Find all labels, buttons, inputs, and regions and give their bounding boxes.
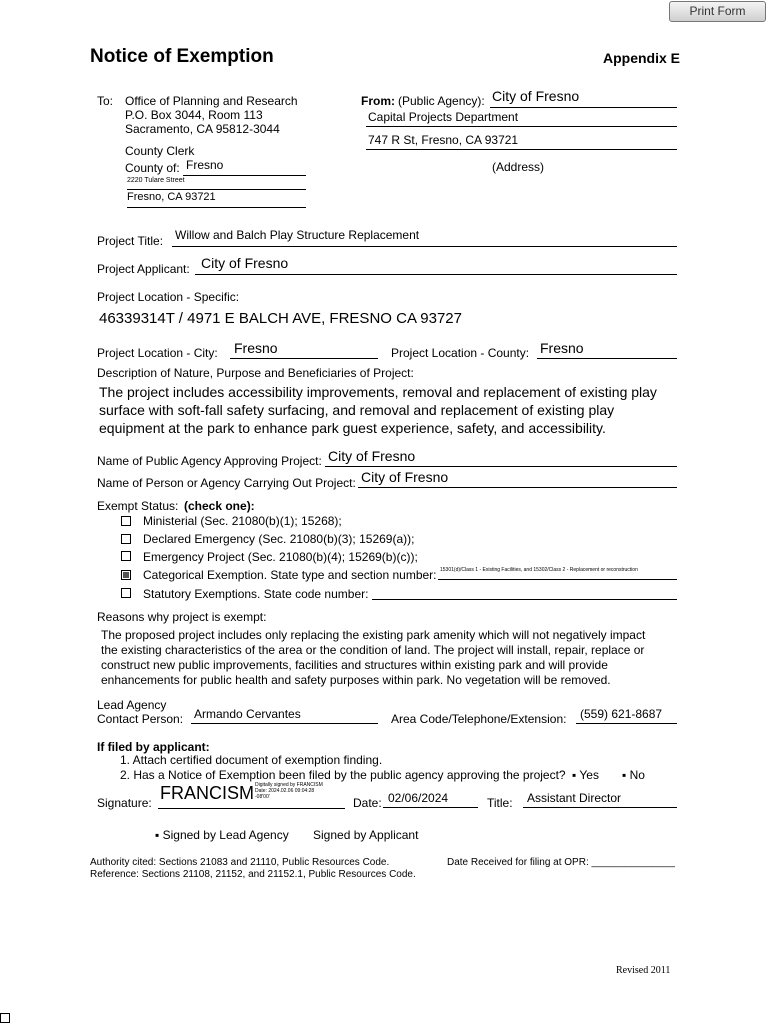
revised-label: Revised 2011 [616, 965, 671, 976]
project-applicant-field[interactable] [195, 255, 677, 275]
location-city-field[interactable] [230, 340, 378, 359]
phone-field[interactable] [576, 706, 677, 724]
date-field[interactable] [383, 790, 478, 808]
location-county-label: Project Location - County: [391, 346, 530, 360]
project-title-field[interactable] [172, 227, 677, 247]
county-street-value: 2220 Tulare Street [127, 177, 185, 184]
reasons-line-1[interactable]: The proposed project includes only replacing the existing park amenity which will not negatively impact [101, 628, 646, 642]
emergency-project-checkbox[interactable] [121, 551, 131, 561]
county-of-label: County of: [125, 161, 180, 175]
if-filed-item-1: 1. Attach certified document of exemption finding. [120, 753, 383, 767]
title-label: Title: [487, 796, 513, 810]
from-department-field[interactable] [366, 109, 677, 127]
authority-cited: Authority cited: Sections 21083 and 21110, Public Resources Code. [90, 857, 390, 868]
address-label: (Address) [492, 160, 545, 174]
exempt-status-label: Exempt Status: [97, 499, 179, 513]
carrying-out-field[interactable] [358, 469, 677, 488]
declared-emergency-checkbox[interactable] [121, 534, 131, 544]
date-value: 02/06/2024 [388, 791, 449, 805]
declared-emergency-label: Declared Emergency (Sec. 21080(b)(3); 15269(a)); [143, 532, 415, 546]
approving-agency-value: City of Fresno [328, 448, 416, 464]
from-department-value: Capital Projects Department [368, 110, 519, 124]
description-line-3[interactable]: equipment at the park to enhance park guest experience, safety, and accessibility. [99, 420, 606, 436]
location-city-label: Project Location - City: [97, 346, 218, 360]
approving-agency-field[interactable] [325, 448, 677, 467]
from-label: From: [361, 94, 395, 108]
location-city-value: Fresno [234, 340, 278, 356]
signature-name: FRANCISM [160, 783, 254, 803]
print-form-button[interactable]: Print Form [669, 1, 766, 22]
project-title-label: Project Title: [97, 234, 164, 248]
project-applicant-label: Project Applicant: [97, 262, 190, 276]
statutory-exemption-label: Statutory Exemptions. State code number: [143, 587, 369, 601]
location-specific-label: Project Location - Specific: [97, 290, 240, 304]
from-address-value: 747 R St, Fresno, CA 93721 [368, 133, 519, 147]
statutory-exemption-field[interactable] [372, 586, 677, 600]
from-agency-label: (Public Agency): [398, 94, 485, 108]
title-field[interactable] [523, 790, 677, 808]
location-county-value: Fresno [540, 340, 584, 356]
categorical-exemption-field[interactable] [438, 565, 677, 580]
date-label: Date: [353, 796, 382, 810]
approving-agency-label: Name of Public Agency Approving Project: [97, 454, 322, 468]
county-city-value: Fresno, CA 93721 [127, 191, 216, 203]
to-label: To: [97, 94, 114, 108]
signed-by-lead-agency-option[interactable]: ▪ Signed by Lead Agency [155, 828, 289, 842]
ministerial-checkbox[interactable] [121, 516, 131, 526]
date-received-opr: Date Received for filing at OPR: _______________ [447, 857, 675, 868]
county-clerk-label: County Clerk [125, 144, 195, 158]
county-of-field[interactable] [183, 158, 306, 176]
if-filed-item-2: 2. Has a Notice of Exemption been filed by the public agency approving the project? [120, 768, 566, 782]
yes-option[interactable]: ▪ Yes [572, 768, 599, 782]
signature-label: Signature: [97, 796, 152, 810]
digital-signature-info: Digitally signed by FRANCISM Date: 2024.02.06 09:04:28 -08'00' [255, 782, 323, 800]
corner-marker [0, 1013, 10, 1023]
location-specific-value[interactable]: 46339314T / 4971 E BALCH AVE, FRESNO CA 93727 [99, 310, 462, 327]
county-of-value: Fresno [186, 158, 224, 172]
description-label: Description of Nature, Purpose and Beneficiaries of Project: [97, 366, 414, 380]
description-line-1[interactable]: The project includes accessibility improvements, removal and replacement of existing play [99, 384, 657, 400]
appendix-label: Appendix E [603, 50, 681, 66]
contact-person-field[interactable] [191, 706, 378, 724]
if-filed-heading: If filed by applicant: [97, 740, 210, 754]
exempt-status-instruction: (check one): [184, 499, 255, 513]
to-line-2: P.O. Box 3044, Room 113 [125, 108, 263, 122]
ministerial-label: Ministerial (Sec. 21080(b)(1); 15268); [143, 514, 342, 528]
county-city-field[interactable] [127, 191, 306, 208]
title-value: Assistant Director [527, 791, 622, 805]
contact-person-value: Armando Cervantes [194, 707, 301, 721]
page-title: Notice of Exemption [90, 46, 274, 67]
categorical-exemption-label: Categorical Exemption. State type and section number: [143, 568, 437, 582]
carrying-out-value: City of Fresno [361, 469, 449, 485]
reasons-label: Reasons why project is exempt: [97, 610, 267, 624]
carrying-out-label: Name of Person or Agency Carrying Out Project: [97, 476, 356, 490]
signed-by-applicant-option[interactable]: Signed by Applicant [313, 828, 419, 842]
statutory-exemption-checkbox[interactable] [121, 588, 131, 598]
from-agency-field[interactable] [490, 88, 677, 108]
emergency-project-label: Emergency Project (Sec. 21080(b)(4); 15269(b)(c)); [143, 550, 418, 564]
project-applicant-value: City of Fresno [201, 255, 289, 271]
no-option[interactable]: ▪ No [622, 768, 645, 782]
description-line-2[interactable]: surface with soft-fall safety surfacing, and removal and replacement of existing play [99, 402, 615, 418]
reasons-line-3[interactable]: construct new public improvements, facilities and structures within existing park and will provide [101, 658, 608, 672]
project-title-value: Willow and Balch Play Structure Replacement [175, 228, 420, 242]
reasons-line-2[interactable]: the existing characteristics of the area or the condition of land. The project will install, repair, replace or [101, 643, 645, 657]
county-street-field[interactable] [127, 176, 306, 190]
categorical-exemption-checkbox[interactable] [121, 570, 131, 580]
phone-label: Area Code/Telephone/Extension: [391, 712, 567, 726]
contact-person-label: Contact Person: [97, 712, 184, 726]
lead-agency-label: Lead Agency [97, 698, 167, 712]
phone-value: (559) 621-8687 [580, 707, 663, 721]
to-line-3: Sacramento, CA 95812-3044 [125, 122, 280, 136]
categorical-exemption-value: 15301(d)/Class 1 - Existing Facilities, and 15302/Class 2 - Replacement or reconstruction [440, 567, 638, 573]
reasons-line-4[interactable]: enhancements for public health and safety purposes within park. No vegetation will be removed. [101, 673, 611, 687]
reference-sections: Reference: Sections 21108, 21152, and 21152.1, Public Resources Code. [90, 869, 416, 880]
location-county-field[interactable] [537, 340, 677, 359]
from-agency-value: City of Fresno [492, 88, 580, 104]
from-address-field[interactable] [366, 132, 677, 150]
to-line-1: Office of Planning and Research [125, 94, 298, 108]
signature-field[interactable] [158, 780, 345, 809]
